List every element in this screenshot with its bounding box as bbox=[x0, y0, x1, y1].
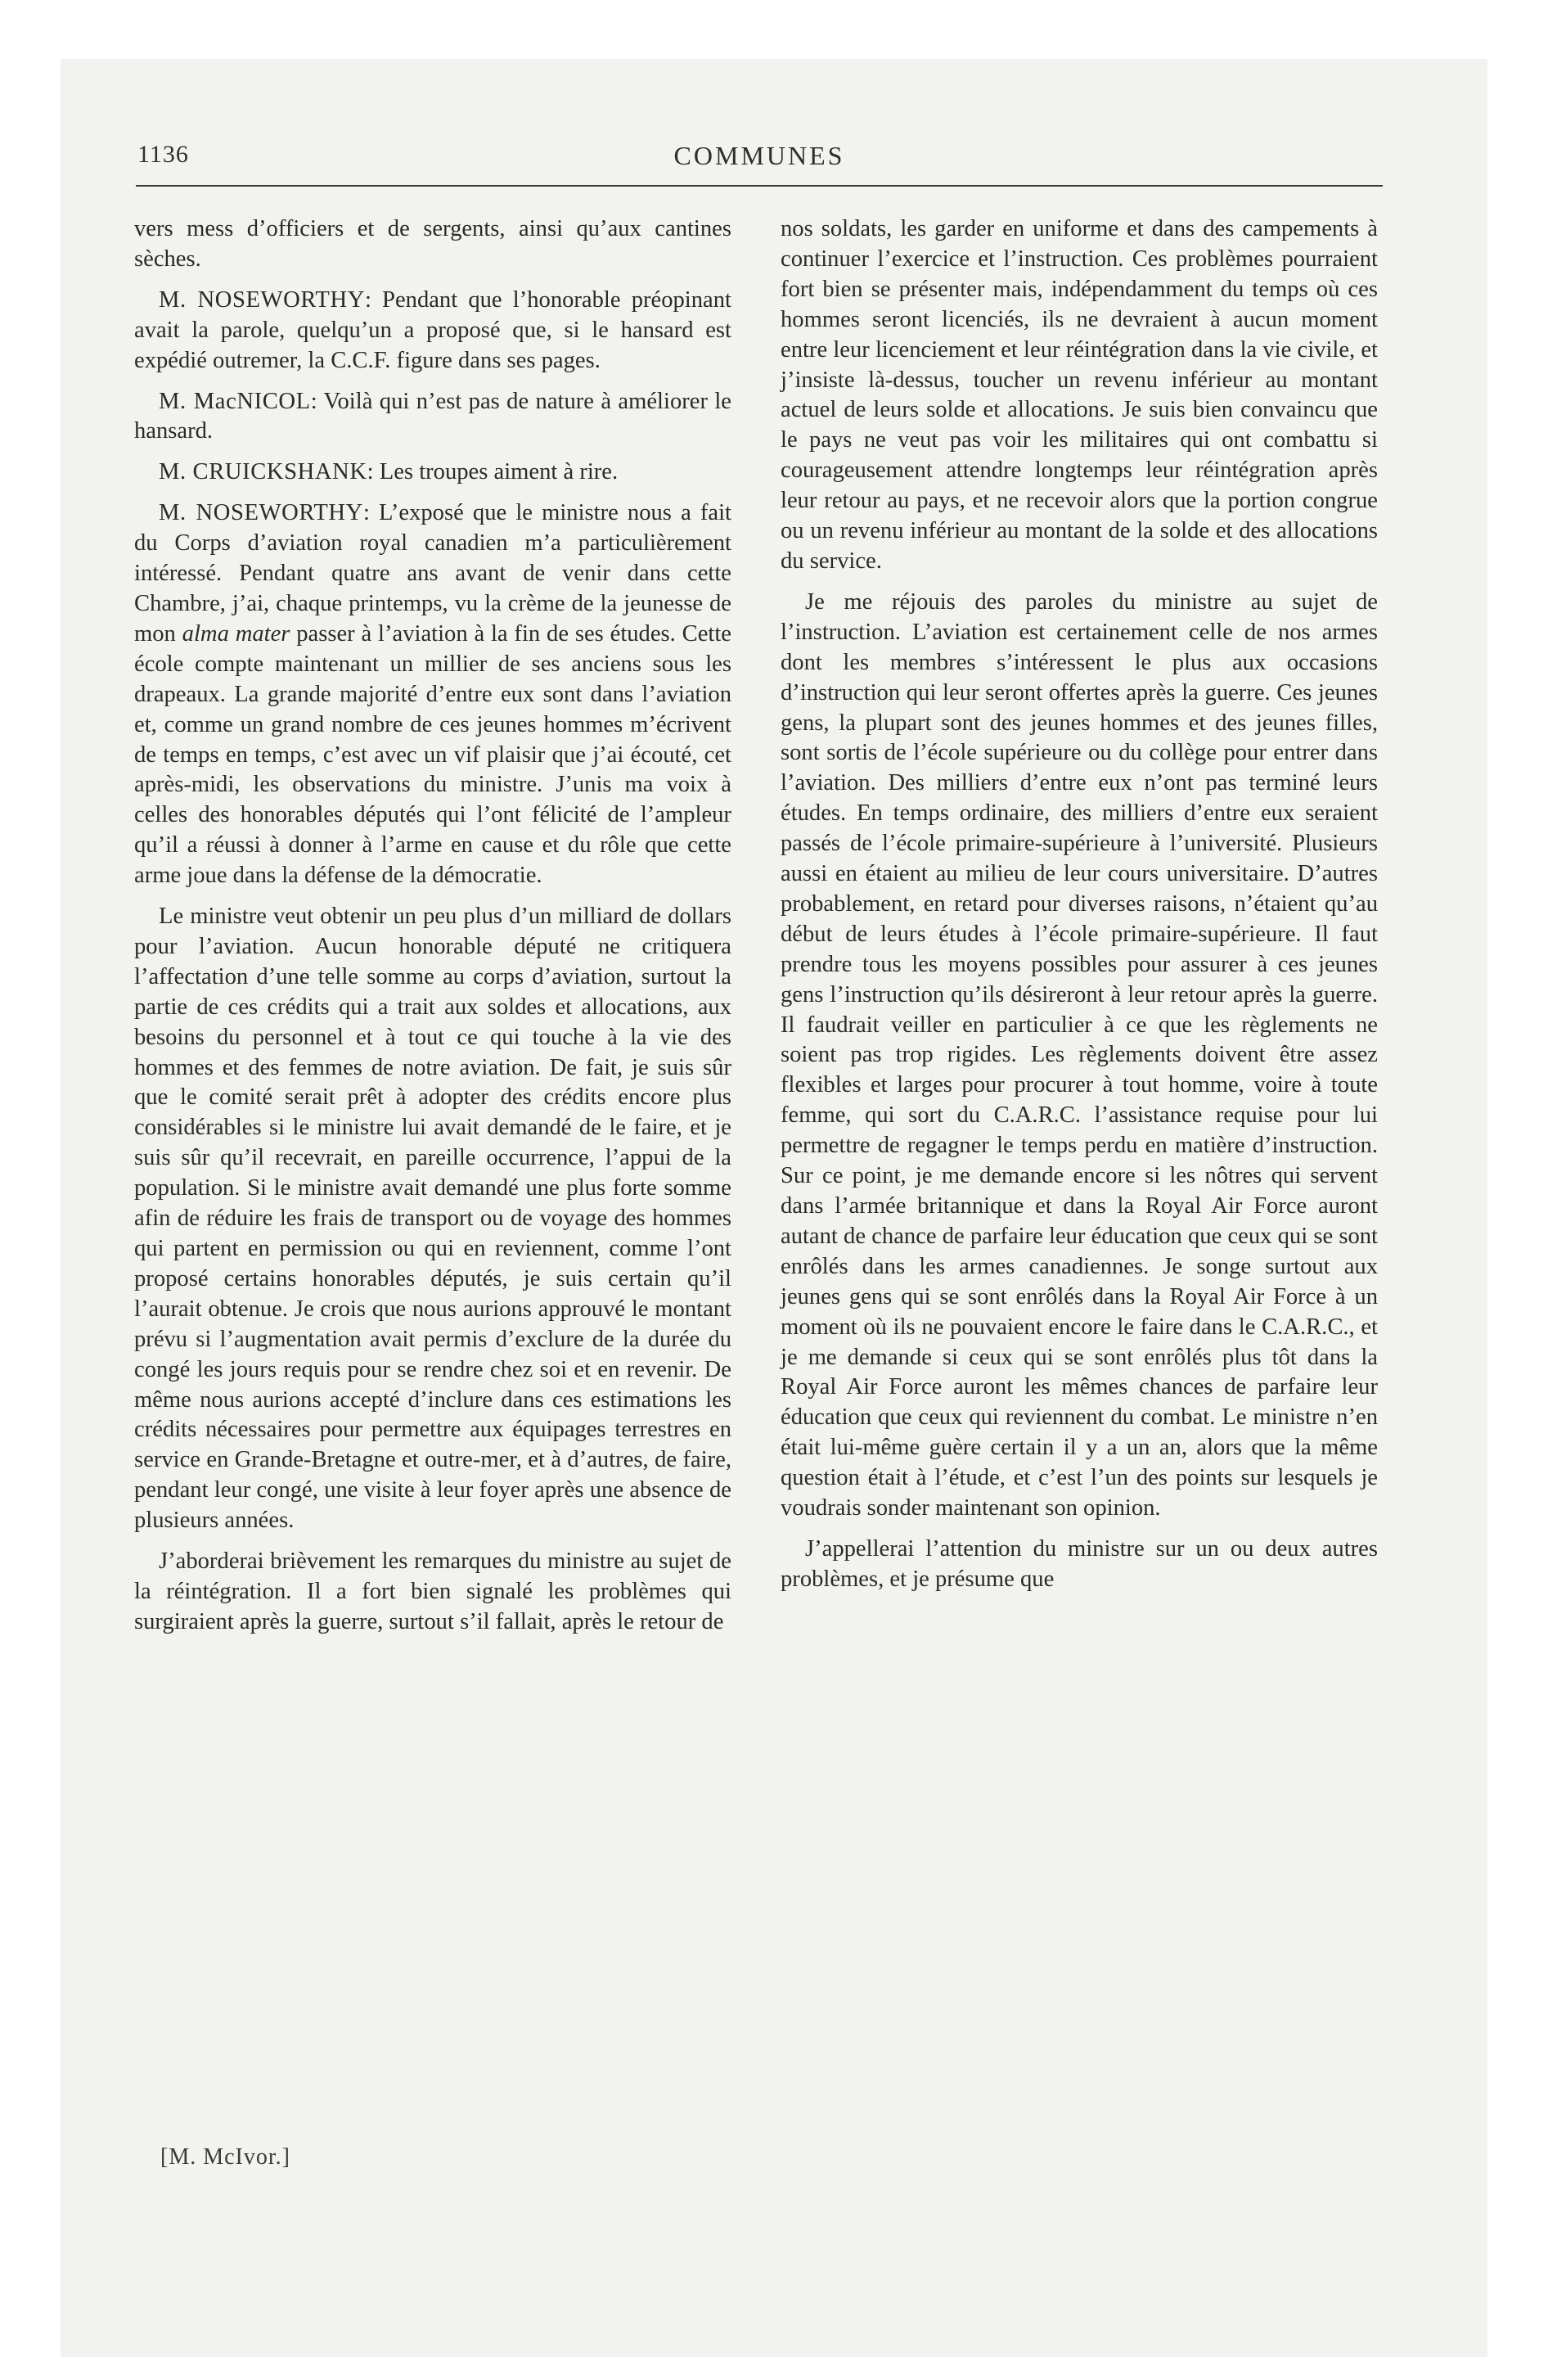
speaker-name: M. NOSEWORTHY bbox=[159, 286, 365, 313]
paragraph: Le ministre veut obtenir un peu plus d’un milliard de dollars pour l’aviation. Aucun honorable député ne critiquera l’affectation d’une telle somme au corps d’aviation, surtout la partie de ces crédits qui a trait aux soldes et allocations, aux besoins du personnel et à tout ce qui touche à la vie des hommes et des femmes de notre aviation. De fait, je suis sûr que le comité serait prêt à adopter des crédits encore plus considérables si le ministre lui avait demandé de le faire, et je suis sûr qu’il recevrait, en pareille occurrence, l’appui de la population. Si le ministre avait demandé une plus forte somme afin de réduire les frais de transport ou de voyage des hommes qui partent en permission ou qui en reviennent, comme l’ont proposé certains honorables députés, je suis certain qu’il l’aurait obtenue. Je crois que nous aurions approuvé le montant prévu si l’augmentation avait permis d’exclure de la durée du congé les jours requis pour se rendre chez soi et en revenir. De même nous aurions accepté d’inclure dans ces estimations les crédits nécessaires pour permettre aux équipages terrestres en service en Grande-Bretagne et outre-mer, et à d’autres, de faire, pendant leur congé, une visite à leur foyer après une absence de plusieurs années. bbox=[134, 904, 731, 1534]
speaker-footer-note: [M. McIvor.] bbox=[160, 2144, 290, 2170]
paragraph bbox=[134, 387, 731, 448]
left-column bbox=[134, 214, 731, 1648]
speech-text: : Voilà qui n’est pas de nature à améliorer le hansard. bbox=[134, 388, 731, 444]
speech-text: : Pendant que l’honorable préopinant avait la parole, quelqu’un a proposé que, si le hansard est expédié outremer, la C.C.F. figure dans ses pages. bbox=[134, 286, 731, 373]
paragraph: nos soldats, les garder en uniforme et dans des campements à continuer l’exercice et l’instruction. Ces problèmes pourraient fort bien se présenter mais, indépendamment du temps où ces hommes seront licenciés, ils ne devraient à aucun moment entre leur licenciement et leur réintégration dans la vie civile, et j’insiste là-dessus, toucher un revenu inférieur au montant actuel de leurs solde et allocations. Je suis bien convaincu que le pays ne veut pas voir les militaires qui ont combattu si courageusement attendre longtemps leur réintégration après leur retour au pays, et ne recevoir alors que la portion congrue ou un revenu inférieur au montant de la solde et des allocations du service. bbox=[781, 216, 1378, 574]
speech-text: passer à l’aviation à la fin de ses études. Cette école compte maintenant un millier de ses anciens sous les drapeaux. La grande majorité d’entre eux sont dans l’aviation et, comme un grand nombre de ces jeunes hommes m’écrivent de temps en temps, c’est avec un vif plaisir que j’ai écouté, cet après-midi, les observations du ministre. J’unis ma voix à celles des honorables députés qui l’ont félicité de l’ampleur qu’il a réussi à donner à l’arme en cause et du rôle que cette arme joue dans la défense de la démocratie. bbox=[134, 620, 731, 889]
paragraph bbox=[134, 498, 731, 891]
header-rule bbox=[136, 185, 1383, 187]
speech-text: : Les troupes aiment à rire. bbox=[367, 459, 619, 485]
paragraph: J’aborderai brièvement les remarques du ministre au sujet de la réintégration. Il a fort bien signalé les problèmes qui surgiraient après la guerre, surtout s’il fallait, après le retour de bbox=[134, 1548, 731, 1634]
page-header bbox=[137, 141, 1381, 174]
paragraph: Je me réjouis des paroles du ministre au sujet de l’instruction. L’aviation est certainement celle de nos armes dont les membres s’intéressent le plus aux occasions d’instruction qui leur seront offertes après la guerre. Ces jeunes gens, la plupart sont des jeunes hommes et des jeunes filles, sont sortis de l’école supérieure ou du collège pour entrer dans l’aviation. Des milliers d’entre eux n’ont pas terminé leurs études. En temps ordinaire, des milliers d’entre eux seraient passés de l’école primaire-supérieure à l’université. Plusieurs aussi en étaient au milieu de leur cours universitaire. D’autres probablement, en retard pour diverses raisons, n’étaient qu’au début de leurs études à l’école primaire-supérieure. Il faut prendre tous les moyens possibles pour assurer à ces jeunes gens l’instruction qu’ils désireront à leur retour après la guerre. Il faudrait veiller en particulier à ce que les règlements ne soient pas trop rigides. Les règlements doivent être assez flexibles et larges pour procurer à tout homme, voire à toute femme, qui sort du C.A.R.C. l’assistance requise pour lui permettre de regagner le temps perdu en matière d’instruction. Sur ce point, je me demande encore si les nôtres qui servent dans l’armée britannique et dans la Royal Air Force auront autant de chance de parfaire leur éducation que ceux qui se sont enrôlés dans les armes canadiennes. Je songe surtout aux jeunes gens qui se sont enrôlés dans la Royal Air Force à un moment où ils ne pouvaient encore le faire dans le C.A.R.C., et je me demande si ceux qui se sont enrôlés plus tôt dans la Royal Air Force auront les mêmes chances de parfaire leur éducation que ceux qui reviennent du combat. Le ministre n’en était lui-même guère certain il y a un an, alors que la même question était à l’étude, et c’est l’un des points sur lesquels je voudrais sonder maintenant son opinion. bbox=[781, 588, 1378, 1521]
speaker-name: M. CRUICKSHANK bbox=[159, 459, 367, 485]
speech-text: : L’exposé que le ministre nous a fait du Corps d’aviation royal canadien m’a particulièrement intéressé. Pendant quatre ans avant de venir dans cette Chambre, j’ai, chaque printemps, vu la crème de la jeunesse de mon bbox=[134, 500, 731, 647]
running-head: COMMUNES bbox=[673, 141, 845, 170]
speaker-name: M. NOSEWORTHY bbox=[159, 500, 363, 526]
paragraph bbox=[134, 458, 731, 488]
paragraph: vers mess d’officiers et de sergents, ainsi qu’aux cantines sèches. bbox=[134, 216, 731, 272]
page-number: 1136 bbox=[137, 141, 189, 168]
right-column bbox=[781, 214, 1378, 1606]
speaker-name: M. MacNICOL bbox=[159, 388, 311, 414]
paragraph bbox=[134, 286, 731, 376]
paragraph: J’appellerai l’attention du ministre sur un ou deux autres problèmes, et je présume que bbox=[781, 1535, 1378, 1592]
italic-phrase: alma mater bbox=[182, 620, 290, 647]
